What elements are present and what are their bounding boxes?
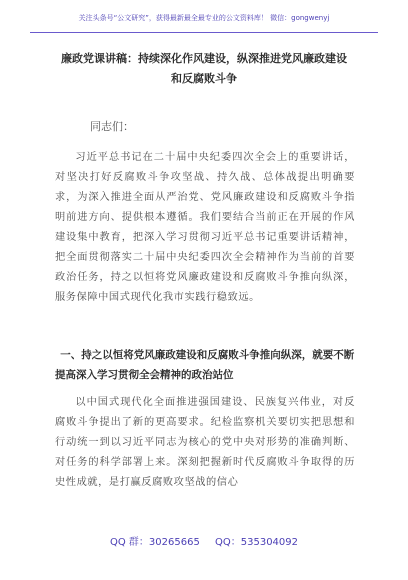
- body-paragraph-1: 习近平总书记在二十届中央纪委四次全会上的重要讲话，对坚决打好反腐败斗争攻坚战、持久战、总体战提出明确要求，为深入推进全面从严治党、党风廉政建设和反腐败斗争指明前进方向、提供根本遵循。我们要结合当前正在开展的作风建设集中教育，把深入学习贯彻习近平总书记重要讲话精神，把全面贯彻落实二十届中央纪委四次全会精神作为当前的首要政治任务，持之以恒将党风廉政建设和反腐败斗争推向纵深，服务保障中国式现代化我市实践行稳致远。: [55, 152, 355, 303]
- footer-qq-group: QQ 群：30265665: [109, 537, 200, 548]
- salutation: 同志们：: [90, 120, 134, 133]
- body-paragraph-2: 以中国式现代化全面推进强国建设、民族复兴伟业，对反腐败斗争提出了新的更高要求。纪检监察机关要切实把思想和行动统一到以习近平同志为核心的党中央对形势的准确判断、对任务的科学部署上来。深刻把握新时代反腐败斗争取得的历史性成就，是打赢反腐败攻坚战的信心: [55, 397, 355, 488]
- footer-qq: QQ：535304092: [215, 537, 299, 548]
- document-title: 廉政党课讲稿：持续深化作风建设，纵深推进党风廉政建设和反腐败斗争: [61, 52, 347, 85]
- header-banner: 关注头条号“公文研究”，获得最新最全最专业的公文资料库！ 微信：gongwenyj: [30, 8, 378, 33]
- footer-contact: [0, 533, 408, 548]
- section-heading-1: 一、持之以恒将党风廉政建设和反腐败斗争推向纵深，就要不断提高深入学习贯彻全会精神的政治站位: [55, 349, 355, 381]
